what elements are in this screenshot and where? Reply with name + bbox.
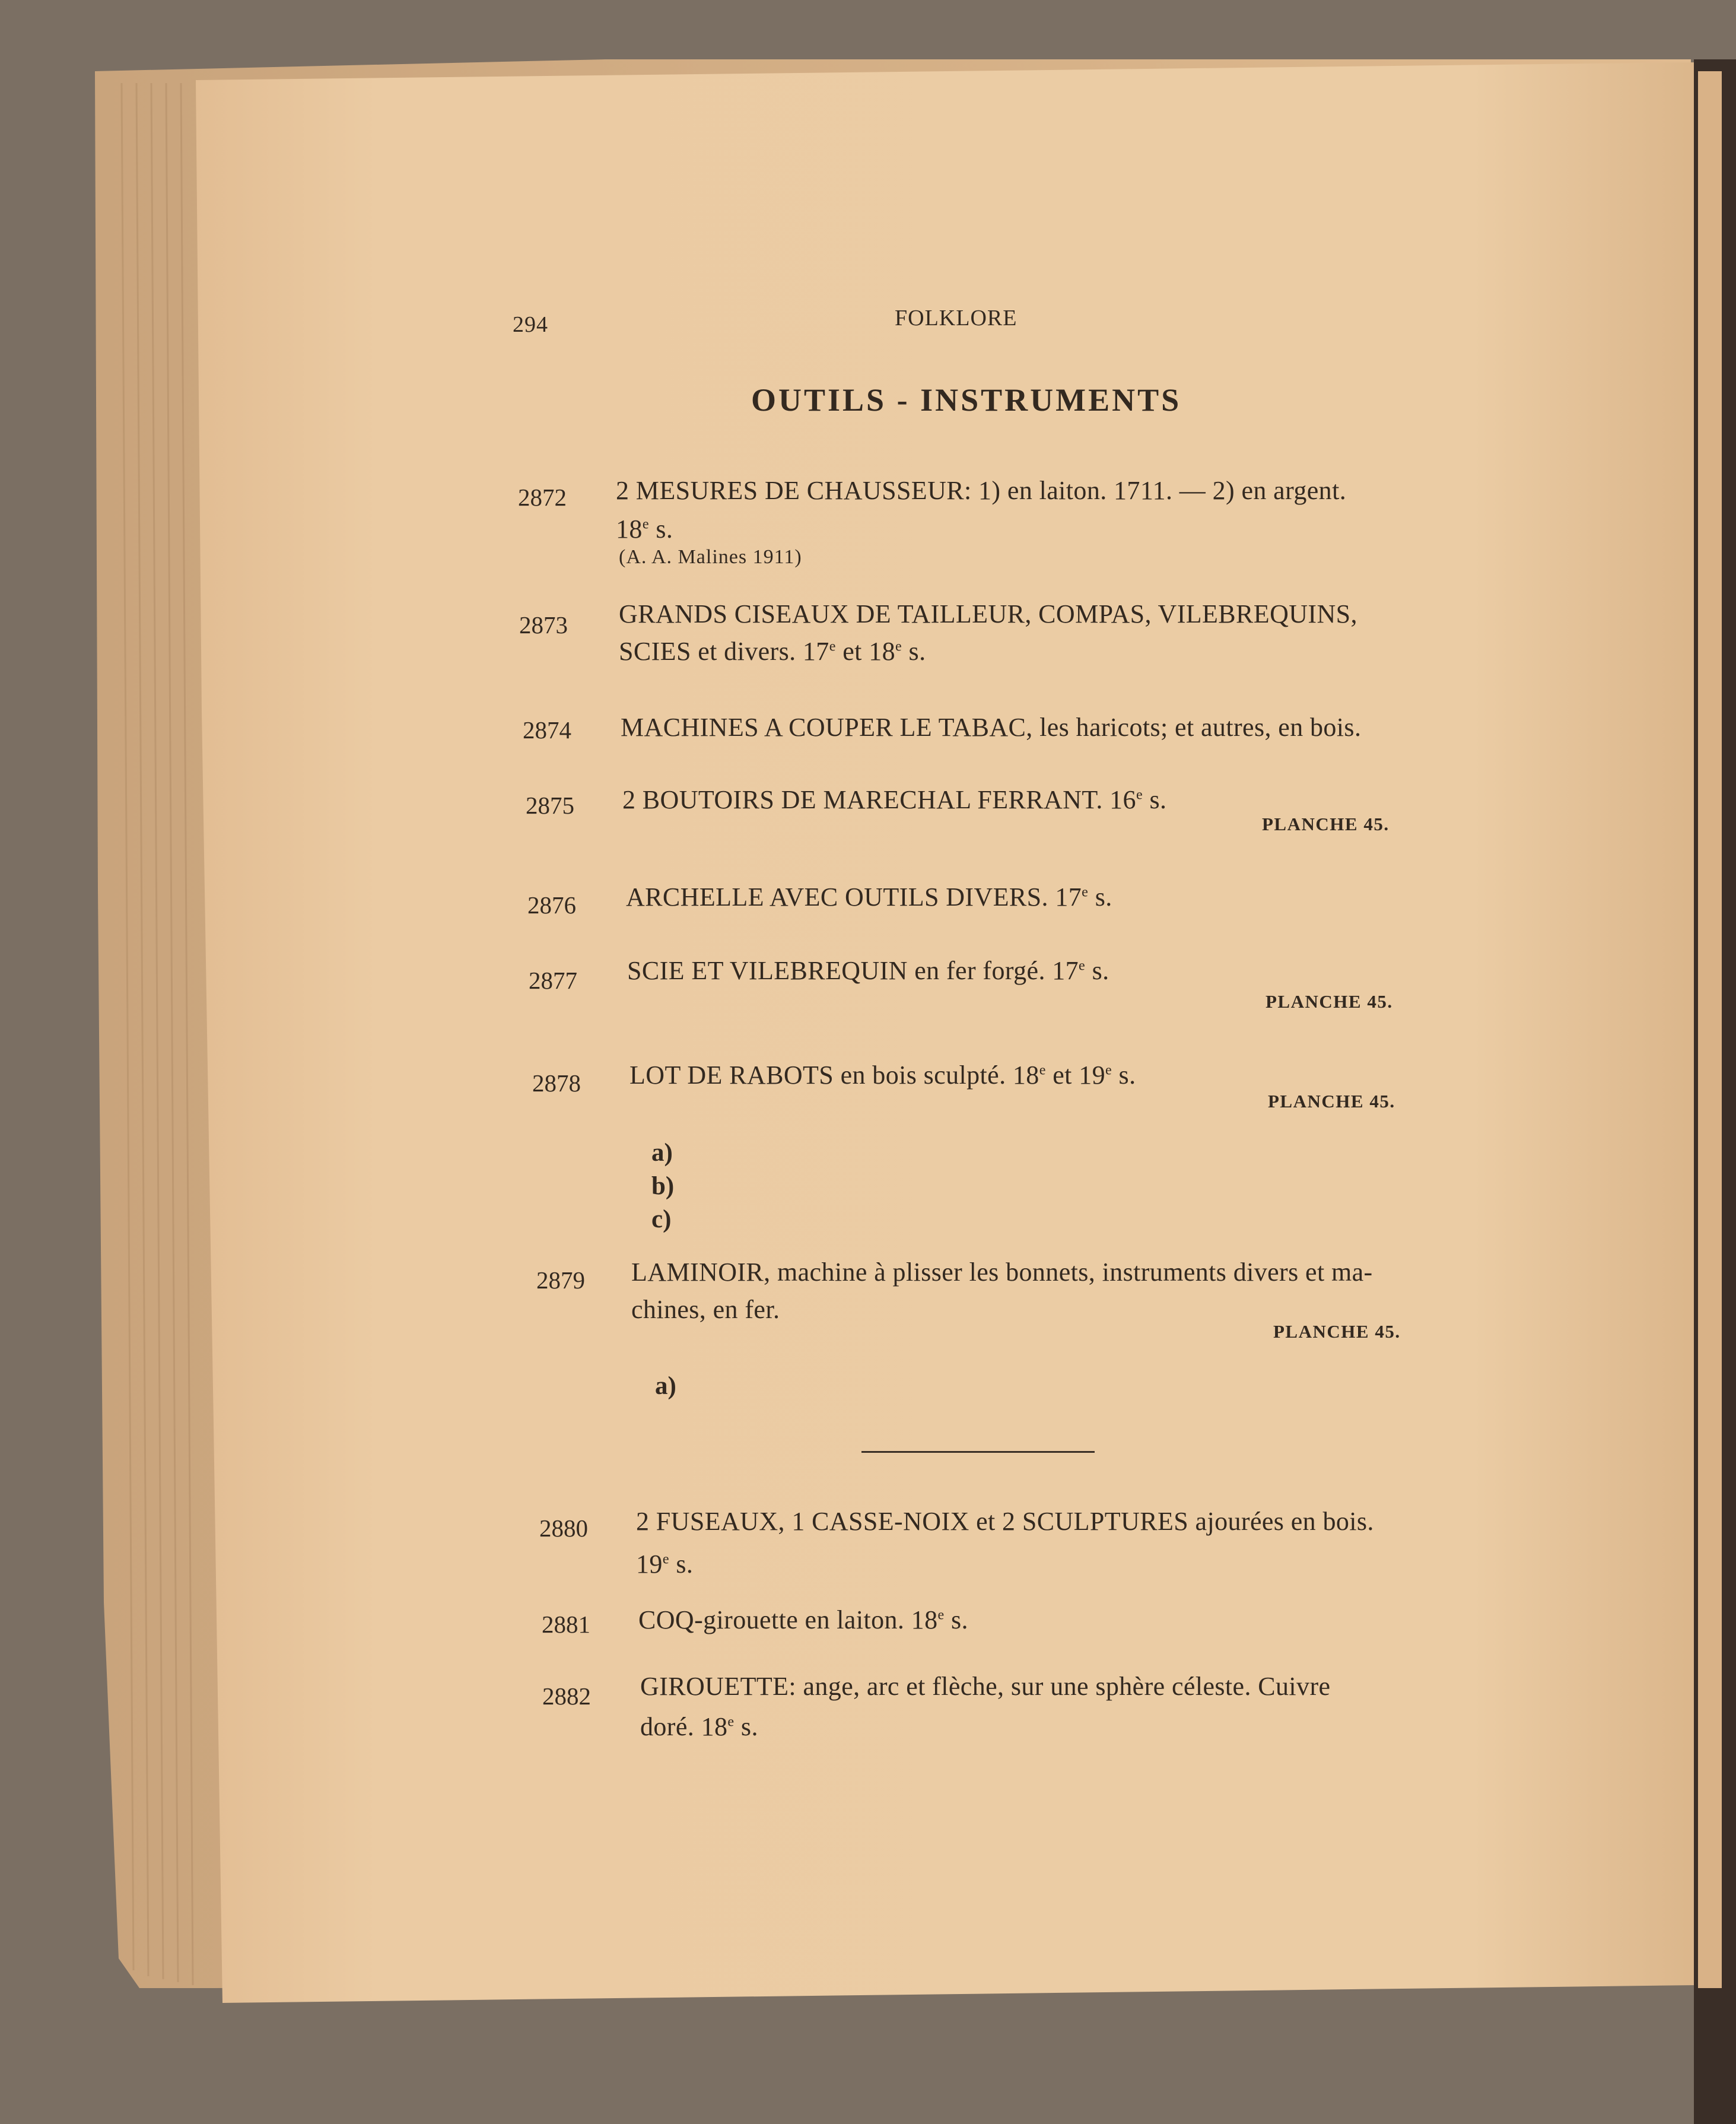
entry-number: 2875	[526, 792, 574, 819]
entry-description-line	[622, 787, 1166, 813]
description-text: chines, en fer.	[631, 1295, 780, 1324]
century-superscript: e	[829, 638, 836, 655]
entry-number: 2880	[539, 1515, 588, 1542]
century-superscript: e	[727, 1713, 735, 1730]
century-superscript: e	[1136, 786, 1143, 803]
plate-reference: PLANCHE 45.	[1268, 1091, 1395, 1112]
entry-number: 2877	[529, 967, 577, 994]
description-text: s.	[669, 1550, 694, 1579]
century-superscript: e	[1105, 1062, 1112, 1078]
section-title: OUTILS - INSTRUMENTS	[751, 382, 1182, 418]
entry-description-line	[631, 1259, 1373, 1285]
century-superscript: e	[895, 638, 902, 655]
entry-number: 2873	[519, 611, 568, 639]
entry-description-line	[629, 1062, 1136, 1088]
page-number: 294	[513, 312, 548, 337]
entry-description-line	[640, 1674, 1330, 1700]
description-text: 2 MESURES DE CHAUSSEUR: 1) en laiton. 1711. — 2) en argent.	[616, 476, 1347, 505]
entry-description-line	[640, 1714, 758, 1740]
description-text: s.	[1085, 956, 1109, 985]
century-superscript: e	[1079, 957, 1086, 974]
description-text: s.	[648, 515, 673, 544]
entry-number: 2876	[527, 891, 576, 919]
description-text: s.	[734, 1712, 758, 1741]
century-superscript: e	[642, 516, 649, 532]
entry-description-line	[636, 1551, 693, 1577]
entry-description-line	[619, 639, 926, 665]
description-text: s.	[1088, 882, 1112, 912]
entry-number: 2882	[542, 1682, 591, 1710]
entry-description-line	[636, 1509, 1374, 1535]
century-superscript: e	[937, 1607, 945, 1623]
description-text: et 18	[835, 637, 895, 666]
sub-item-label: b)	[651, 1172, 675, 1200]
description-text: s.	[902, 637, 926, 666]
entry-number: 2878	[532, 1069, 581, 1097]
description-text: doré. 18	[640, 1712, 728, 1741]
description-text: 2 FUSEAUX, 1 CASSE-NOIX et 2 SCULPTURES ajourées en bois.	[636, 1507, 1374, 1536]
entry-description-line	[626, 884, 1112, 910]
entry-provenance: (A. A. Malines 1911)	[619, 546, 802, 568]
sub-item-label: c)	[651, 1205, 672, 1233]
description-text: SCIES et divers. 17	[619, 637, 829, 666]
description-text: COQ-girouette en laiton. 18	[638, 1605, 938, 1634]
entry-description-line	[638, 1607, 968, 1633]
entry-description-line	[616, 516, 673, 542]
entry-description-line	[621, 715, 1361, 741]
description-text: LAMINOIR, machine à plisser les bonnets, instruments divers et ma-	[631, 1258, 1373, 1287]
description-text: 18	[616, 515, 643, 544]
description-text: s.	[944, 1605, 968, 1634]
plate-reference: PLANCHE 45.	[1262, 814, 1390, 834]
running-title: FOLKLORE	[895, 306, 1018, 331]
description-text: GRANDS CISEAUX DE TAILLEUR, COMPAS, VILEBREQUINS,	[619, 599, 1357, 628]
entry-number: 2881	[542, 1611, 590, 1638]
entry-description-line	[616, 478, 1346, 504]
entry-description-line	[627, 958, 1109, 984]
century-superscript: e	[1082, 884, 1089, 900]
description-text: 2 BOUTOIRS DE MARECHAL FERRANT. 16	[622, 785, 1136, 814]
description-text: s.	[1112, 1061, 1136, 1090]
century-superscript: e	[1039, 1062, 1046, 1078]
entry-description-line	[619, 601, 1357, 627]
plate-reference: PLANCHE 45.	[1266, 991, 1393, 1012]
description-text: SCIE ET VILEBREQUIN en fer forgé. 17	[627, 956, 1079, 985]
entry-description-line	[631, 1297, 780, 1323]
sub-item-label: a)	[655, 1372, 676, 1400]
description-text: MACHINES A COUPER LE TABAC, les haricots; et autres, en bois.	[621, 713, 1362, 742]
entry-number: 2872	[518, 484, 567, 511]
description-text: et 19	[1045, 1061, 1105, 1090]
section-divider	[861, 1451, 1095, 1453]
century-superscript: e	[662, 1551, 669, 1567]
entry-number: 2879	[536, 1266, 585, 1294]
entry-number: 2874	[523, 716, 571, 744]
description-text: LOT DE RABOTS en bois sculpté. 18	[629, 1061, 1039, 1090]
plate-reference: PLANCHE 45.	[1273, 1321, 1401, 1342]
description-text: GIROUETTE: ange, arc et flèche, sur une sphère céleste. Cuivre	[640, 1672, 1331, 1701]
description-text: s.	[1143, 785, 1167, 814]
description-text: 19	[636, 1550, 663, 1579]
sub-item-label: a)	[651, 1139, 673, 1167]
description-text: ARCHELLE AVEC OUTILS DIVERS. 17	[626, 882, 1082, 912]
